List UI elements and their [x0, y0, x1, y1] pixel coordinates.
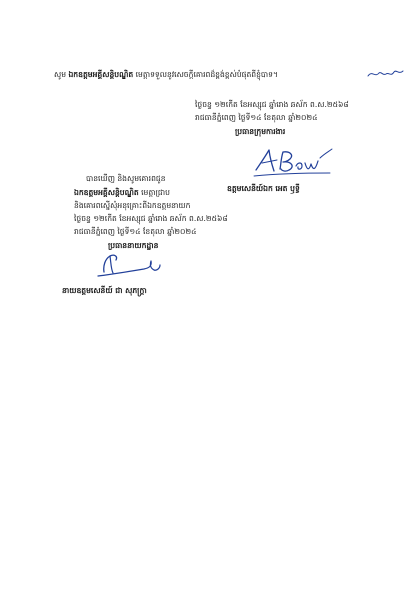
block2-role: ប្រធាននាយកដ្ឋាន [108, 241, 159, 250]
header-recipient: ឯកឧត្តមអគ្គីសន្តិបណ្ឌិត [68, 70, 134, 79]
block1-name: ឧត្តមសេនីយ៍ឯក អេត ឫទ្ធី [227, 184, 300, 193]
header-prefix: សូម [54, 70, 67, 79]
block2-lunar-date: ថ្ងៃចន្ទ ១២កើត ខែអស្សុជ ឆ្នាំរោង ឆស័ក ព.ស.២៥៦៨ [74, 214, 228, 223]
header-initial-signature [366, 66, 406, 80]
block1-lunar-date: ថ្ងៃចន្ទ ១២កើត ខែអស្សុជ ឆ្នាំរោង ឆស័ក ព.ស.២៥៦៨ [195, 100, 349, 109]
header-text: មេត្តាទទួលនូវសេចក្តីគោរពដ៏ខ្ពង់ខ្ពស់បំផុតពីខ្ញុំបាទ។ [135, 70, 278, 79]
block1-role: ប្រធានក្រុមការងារ [235, 127, 286, 136]
block2-name: នាយឧត្តមសេនីយ៍ ជា សុភក្ត្រា [62, 286, 147, 295]
block2-signature [94, 250, 164, 280]
header-line [54, 70, 278, 80]
block2-request: និងគោរពស្នើសុំអនុគ្រោះពីឯកឧត្តមនាយក [74, 201, 191, 210]
block1-place-date: រាជធានីភ្នំពេញ ថ្ងៃទី១៤ ខែតុលា ឆ្នាំ២០២៤ [195, 113, 318, 122]
block1-signature [250, 140, 335, 182]
block2-recipient-line [74, 188, 170, 198]
block2-recipient: ឯកឧត្តមអគ្គីសន្តិបណ្ឌិត [74, 188, 139, 197]
block2-seen: បានឃើញ និងសូមគោរពជូន [86, 174, 166, 183]
block2-recipient-suffix: មេត្តាជ្រាប [141, 188, 170, 197]
block2-place-date: រាជធានីភ្នំពេញ ថ្ងៃទី១៤ ខែតុលា ឆ្នាំ២០២៤ [74, 227, 197, 236]
